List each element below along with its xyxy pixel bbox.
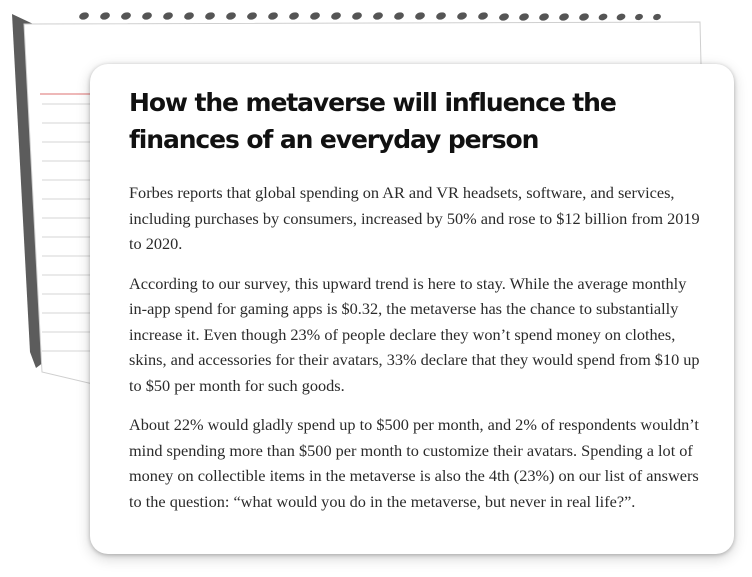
article-paragraph: Forbes reports that global spending on AR and VR headsets, software, and services, including purchases by consumers, increased by 50% and rose to $12 billion from 2019 to 2020. bbox=[129, 183, 700, 253]
article-paragraph: According to our survey, this upward trend is here to stay. While the average monthly in-app spend for gaming apps is $0.32, the metaverse has the chance to substantially increase it. Even though 23% of people declare they won’t spend money on clothes, skins, and accessories for their avatars, 33% declare that they would spend from $10 up to $50 per month for such goods. bbox=[129, 273, 700, 395]
spiral-ring bbox=[330, 11, 342, 21]
spiral-ring bbox=[246, 11, 258, 21]
spiral-ring bbox=[225, 11, 237, 21]
spiral-ring bbox=[477, 11, 489, 21]
spiral-ring bbox=[498, 12, 510, 22]
spiral-ring bbox=[288, 11, 300, 21]
spiral-ring bbox=[652, 13, 661, 21]
spiral-ring bbox=[162, 11, 174, 21]
spiral-binding bbox=[78, 11, 662, 22]
spiral-ring bbox=[634, 13, 643, 21]
spiral-ring bbox=[558, 12, 570, 22]
spiral-ring bbox=[267, 11, 279, 21]
spiral-ring bbox=[351, 11, 363, 21]
spiral-ring bbox=[204, 11, 216, 21]
article-title: How the metaverse will influence the finances of an everyday person bbox=[129, 88, 616, 154]
spiral-ring bbox=[518, 12, 530, 22]
spiral-ring bbox=[183, 11, 195, 21]
article-paragraph: About 22% would gladly spend up to $500 per month, and 2% of respondents wouldn’t mind spending more than $500 per month to customize their avatars. Spending a lot of money on collectible items in the metaverse is also the 4th (23%) on our list of answers to the question: “what would you do in the metaverse, but never in real life?”. bbox=[129, 415, 699, 511]
spiral-ring bbox=[141, 11, 153, 21]
spiral-ring bbox=[120, 11, 132, 21]
spiral-ring bbox=[456, 11, 468, 21]
spiral-ring bbox=[99, 11, 111, 21]
spiral-ring bbox=[414, 11, 426, 21]
spiral-ring bbox=[578, 12, 590, 22]
spiral-ring bbox=[538, 12, 550, 22]
article-card bbox=[90, 64, 734, 554]
spiral-ring bbox=[372, 11, 384, 21]
spiral-ring bbox=[616, 13, 627, 22]
spiral-ring bbox=[598, 13, 609, 22]
spiral-ring bbox=[309, 11, 321, 21]
spiral-ring bbox=[393, 11, 405, 21]
spiral-ring bbox=[435, 11, 447, 21]
spiral-ring bbox=[78, 11, 90, 21]
